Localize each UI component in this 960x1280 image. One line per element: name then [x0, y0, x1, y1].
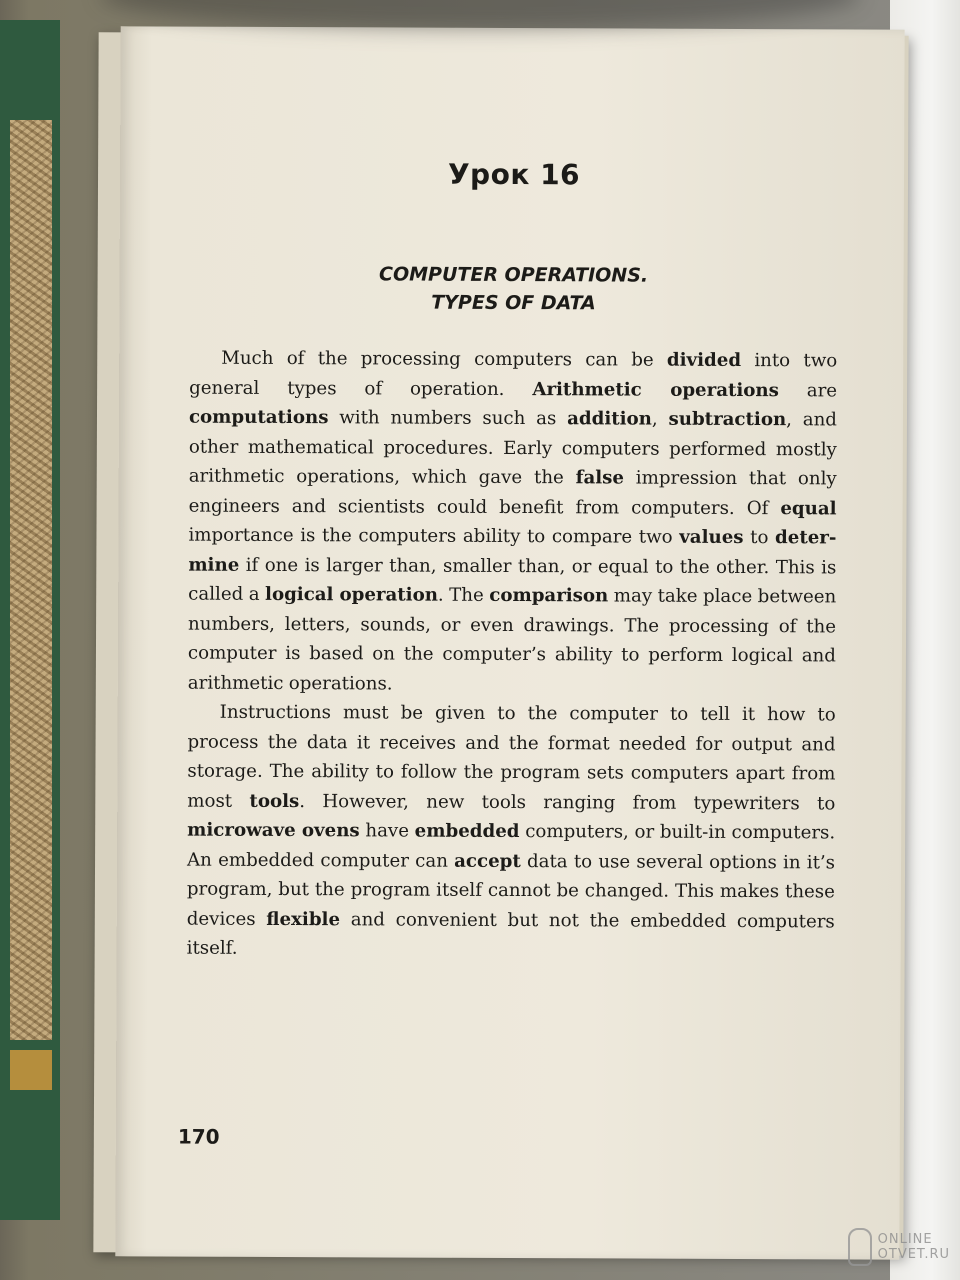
paragraph-2: [187, 698, 836, 966]
text-run: into two general types of operation.: [189, 350, 838, 400]
bold-term: addition: [567, 408, 652, 430]
text-run: with numbers such as: [328, 407, 568, 430]
bold-term: determine: [188, 527, 837, 576]
bold-term: Arithmetic operations: [532, 378, 779, 401]
text-run: to: [743, 527, 776, 549]
bold-term: accept: [454, 850, 521, 872]
watermark-line-2: OTVET.RU: [877, 1247, 950, 1262]
text-run: and convenient but not the embedded computers itself.: [186, 908, 835, 959]
section-heading-line-2: TYPES OF DATA: [431, 291, 596, 315]
bold-term: flexible: [266, 908, 341, 930]
section-heading-line-1: COMPUTER OPERATIONS.: [378, 263, 649, 287]
page-content: [187, 157, 839, 966]
cover-stripe: [10, 1050, 52, 1090]
bold-term: equal: [780, 497, 837, 519]
text-run: impression that only engineers and scientists could benefit from computers. Of: [188, 467, 837, 519]
bold-term: embedded: [414, 820, 520, 843]
text-run: , and other mathematical procedures. Early computers performed mostly arithmetic operations, which gave the: [188, 409, 838, 489]
text-run: ,: [651, 408, 669, 430]
watermark-line-1: ONLINE: [877, 1232, 933, 1247]
lesson-title: Урок 16: [447, 157, 581, 192]
bold-term: computations: [188, 406, 329, 429]
bold-term: comparison: [489, 584, 609, 607]
page-number: 170: [177, 1124, 220, 1149]
text-run: Instructions must be given to the computer to tell it how to process the data it receives and the format needed for output and storage. The ability to follow the program sets computers apart from most: [187, 701, 836, 812]
text-run: have: [359, 820, 415, 842]
cover-pattern: [10, 120, 52, 1040]
book-page: [115, 26, 904, 1259]
text-run: Much of the processing computers can be: [221, 347, 668, 371]
text-run: . However, new tools ranging from typewriters to: [299, 790, 836, 814]
watermark-text: [878, 1232, 950, 1262]
paragraph-1: [188, 344, 838, 701]
body-text: [187, 344, 838, 966]
bold-term: values: [679, 526, 744, 549]
bold-term: divided: [666, 349, 742, 372]
bold-term: false: [575, 467, 625, 489]
text-run: computers, or built-in computers. An embedded computer can: [187, 821, 836, 872]
text-run: are: [778, 379, 838, 401]
bold-term: tools: [249, 790, 300, 812]
section-heading: [189, 260, 837, 319]
text-run: . The: [437, 584, 490, 606]
watermark: [848, 1228, 950, 1266]
bold-term: subtraction: [668, 408, 787, 431]
top-shadow: [100, 0, 860, 30]
text-run: if one is larger than, smaller than, or equal to the other. This is called a: [188, 554, 837, 605]
text-run: may take place between numbers, letters, sounds, or even drawings. The processing of the computer is based on the computer’s ability to perform logical and arithmetic operations.: [187, 585, 837, 694]
text-run: importance is the computers ability to compare two: [188, 524, 680, 548]
bold-term: microwave ovens: [187, 819, 360, 842]
lightbulb-icon: [848, 1228, 872, 1266]
bold-term: logical operation: [265, 583, 439, 606]
text-run: data to use several options in it’s program, but the program itself cannot be changed. This makes these devices: [186, 850, 836, 930]
